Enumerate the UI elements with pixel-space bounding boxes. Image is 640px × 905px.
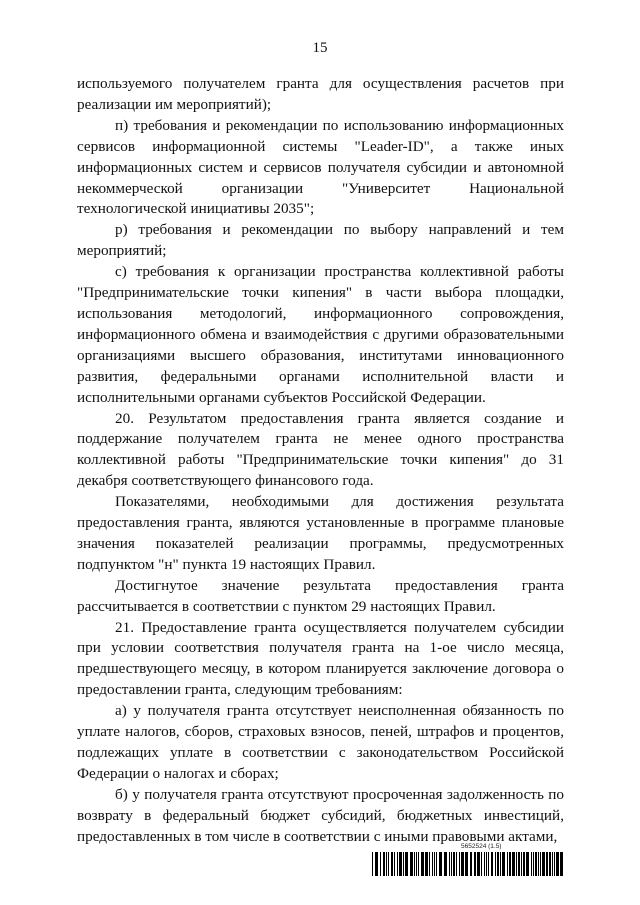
barcode-image [372,852,563,876]
page-number: 15 [312,40,328,56]
body-text [77,74,564,848]
paragraph-8: 21. Предоставление гранта осуществляется получателем субсидии при условии соответствия получателя гранта на 1-ое число месяца, предшествующего месяцу, в котором планируется заключение договора о предоставлении гранта, следующим требованиям: [77,618,564,699]
paragraph-7: Достигнутое значение результата предоставления гранта рассчитывается в соответствии с пунктом 29 настоящих Правил. [77,576,564,615]
paragraph-10: б) у получателя гранта отсутствуют просроченная задолженность по возврату в федеральный бюджет субсидий, бюджетных инвестиций, предоставленных в том числе в соответствии с иными правовыми актами, [77,785,564,845]
paragraph-6: Показателями, необходимыми для достижения результата предоставления гранта, являются установленные в программе плановые значения показателей реализации программы, предусмотренных подпунктом "н" пункта 19 настоящих Правил. [77,493,564,573]
paragraph-4: с) требования к организации пространства коллективной работы "Предпринимательские точки кипения" в части выбора площадки, использования методологий, информационного сопровождения, информационного обмена и взаимодействия с другими образовательными организациями высшего образования, институтами инновационного развития, федеральными органами исполнительной власти и исполнительными органами субъектов Российской Федерации. [77,263,564,406]
paragraph-9: а) у получателя гранта отсутствует неисполненная обязанность по уплате налогов, сборов, страховых взносов, пеней, штрафов и процентов, подлежащих уплате в соответствии с законодательством Российской Федерации о налогах и сборах; [77,702,564,782]
paragraph-3: р) требования и рекомендации по выбору направлений и тем мероприятий; [77,221,564,260]
paragraph-1: используемого получателем гранта для осуществления расчетов при реализации им мероприятий); [77,75,564,113]
document-id: 5652524 (1.5) [461,843,502,850]
paragraph-5: 20. Результатом предоставления гранта является создание и поддержание получателем гранта не менее одного пространства коллективной работы "Предпринимательские точки кипения" до 31 декабря соответствующего финансового года. [77,409,564,490]
paragraph-2: п) требования и рекомендации по использованию информационных сервисов информационной системы "Leader-ID", а также иных информационных систем и сервисов получателя субсидии и автономной некоммерческой организации "Университет Национальной технологической инициативы 2035"; [77,116,564,218]
